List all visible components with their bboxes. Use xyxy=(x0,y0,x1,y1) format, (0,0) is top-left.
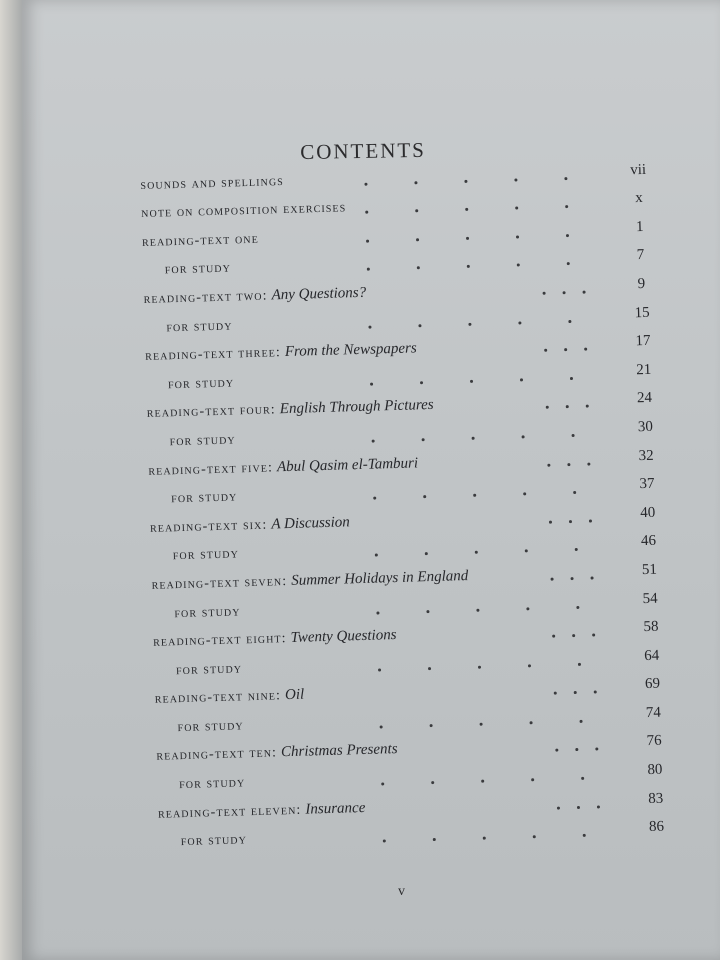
leader-dots xyxy=(546,748,606,753)
entry-page-number: x xyxy=(635,190,643,207)
leader-dots xyxy=(354,662,604,672)
leader-dot xyxy=(365,211,368,214)
entry-text xyxy=(155,687,305,708)
entry-page-number: 64 xyxy=(644,647,660,664)
entry-page-number: 58 xyxy=(643,618,659,636)
leader-dot xyxy=(420,381,423,384)
entry-label: for study xyxy=(164,260,232,278)
leader-dot xyxy=(565,205,568,208)
leader-dot xyxy=(556,806,559,809)
leader-dot xyxy=(515,235,518,238)
leader-dot xyxy=(364,182,367,185)
entry-label: sounds and spellings xyxy=(140,173,285,193)
leader-dot xyxy=(571,434,574,437)
leader-dot xyxy=(373,497,376,500)
entry-page-number: 46 xyxy=(640,533,657,550)
leader-dots xyxy=(357,776,607,786)
leader-dot xyxy=(474,551,477,554)
entry-page-number: 32 xyxy=(638,447,654,464)
leader-dot xyxy=(468,322,471,325)
leader-dot xyxy=(515,207,518,210)
leader-dot xyxy=(531,778,534,781)
leader-dot xyxy=(565,405,568,408)
entry-label: reading-text eight: xyxy=(152,631,287,650)
leader-dot xyxy=(548,520,551,523)
leader-dot xyxy=(553,692,556,695)
leader-dot xyxy=(576,806,579,809)
entry-page-number: 40 xyxy=(640,504,656,521)
entry-page-number: 37 xyxy=(639,475,655,493)
entry-text xyxy=(168,375,235,393)
page-folio: v xyxy=(398,884,405,899)
leader-dot xyxy=(523,492,526,495)
entry-title: A Discussion xyxy=(271,514,351,533)
entry-title: Insurance xyxy=(305,799,366,818)
leader-dots xyxy=(543,633,603,638)
entry-page-number: 74 xyxy=(645,704,662,721)
entry-text xyxy=(147,397,434,422)
leader-dot xyxy=(479,723,482,726)
leader-dot xyxy=(370,382,373,385)
leader-dot xyxy=(529,721,532,724)
leader-dot xyxy=(431,781,434,784)
contents-heading: CONTENTS xyxy=(300,137,427,164)
leader-dot xyxy=(568,520,571,523)
contents-list xyxy=(140,155,679,856)
leader-dot xyxy=(378,668,381,671)
entry-page-number: 83 xyxy=(648,790,664,807)
entry-label: reading-text four: xyxy=(146,402,277,422)
leader-dot xyxy=(572,634,575,637)
leader-dot xyxy=(421,438,424,441)
entry-label: for study xyxy=(180,832,248,850)
leader-dot xyxy=(550,578,553,581)
leader-dot xyxy=(426,610,429,613)
entry-page-number: vii xyxy=(630,161,647,178)
leader-dot xyxy=(366,268,369,271)
entry-text xyxy=(165,261,232,279)
leader-dots xyxy=(346,376,596,386)
leader-dots xyxy=(348,433,598,443)
leader-dot xyxy=(566,262,569,265)
leader-dots xyxy=(352,605,602,615)
entry-text xyxy=(151,568,468,594)
entry-text xyxy=(140,174,284,194)
leader-dot xyxy=(574,548,577,551)
leader-dot xyxy=(585,405,588,408)
leader-dot xyxy=(573,691,576,694)
leader-dots xyxy=(540,519,600,524)
leader-dot xyxy=(552,635,555,638)
entry-label: for study xyxy=(174,603,241,621)
entry-page-number: 80 xyxy=(647,761,663,779)
leader-dots xyxy=(537,405,597,410)
entry-title: Oil xyxy=(284,686,305,704)
leader-dot xyxy=(593,691,596,694)
leader-dot xyxy=(545,406,548,409)
leader-dot xyxy=(570,577,573,580)
entry-label: for study xyxy=(170,489,238,507)
leader-dot xyxy=(416,238,419,241)
leader-dot xyxy=(427,667,430,670)
leader-dot xyxy=(555,749,558,752)
entry-text xyxy=(166,318,233,336)
leader-dot xyxy=(366,239,369,242)
leader-dot xyxy=(414,181,417,184)
leader-dots xyxy=(535,348,595,353)
leader-dot xyxy=(465,237,468,240)
leader-dot xyxy=(584,348,587,351)
leader-dots xyxy=(349,490,599,500)
entry-text xyxy=(181,833,248,851)
leader-dot xyxy=(423,495,426,498)
leader-dot xyxy=(524,550,527,553)
leader-dot xyxy=(595,748,598,751)
entry-label: for study xyxy=(167,375,235,393)
entry-label: reading-text nine: xyxy=(154,688,282,708)
entry-text xyxy=(158,800,366,823)
entry-page-number: 69 xyxy=(644,675,661,693)
leader-dot xyxy=(596,805,599,808)
leader-dots xyxy=(356,719,606,729)
entry-label: for study xyxy=(169,432,236,450)
leader-dot xyxy=(526,607,529,610)
entry-label: reading-text five: xyxy=(148,459,274,479)
leader-dot xyxy=(581,777,584,780)
entry-page-number: 30 xyxy=(637,418,654,436)
leader-dot xyxy=(519,378,522,381)
leader-dots xyxy=(545,691,605,696)
leader-dot xyxy=(516,264,519,267)
leader-dot xyxy=(416,267,419,270)
entry-title: Twenty Questions xyxy=(290,627,397,647)
leader-dot xyxy=(469,380,472,383)
entry-page-number: 24 xyxy=(636,390,653,407)
entry-page-number: 15 xyxy=(634,304,650,321)
leader-dots xyxy=(343,262,593,272)
leader-dot xyxy=(432,838,435,841)
leader-dot xyxy=(471,437,474,440)
leader-dot xyxy=(532,835,535,838)
leader-dot xyxy=(466,265,469,268)
leader-dot xyxy=(582,834,585,837)
entry-text xyxy=(143,285,366,308)
leader-dot xyxy=(379,725,382,728)
leader-dots xyxy=(542,576,602,581)
page-edge xyxy=(0,0,22,960)
entry-text xyxy=(174,604,241,622)
entry-page-number: 9 xyxy=(637,275,646,293)
leader-dots xyxy=(351,548,601,558)
leader-dot xyxy=(477,665,480,668)
entry-page-number: 21 xyxy=(636,361,652,378)
leader-dot xyxy=(576,605,579,608)
leader-dot xyxy=(424,552,427,555)
leader-dot xyxy=(382,840,385,843)
leader-dot xyxy=(518,321,521,324)
entry-page-number: 1 xyxy=(635,218,644,235)
leader-dot xyxy=(544,349,547,352)
entry-title: Abul Qasim el-Tamburi xyxy=(276,454,419,475)
entry-page-number: 86 xyxy=(648,818,665,836)
entry-label: reading-text seven: xyxy=(151,573,288,593)
leader-dot xyxy=(527,664,530,667)
entry-text xyxy=(150,514,350,537)
leader-dot xyxy=(374,554,377,557)
leader-dot xyxy=(575,748,578,751)
entry-text xyxy=(141,200,347,222)
entry-page-number: 54 xyxy=(642,590,658,607)
leader-dot xyxy=(473,494,476,497)
leader-dot xyxy=(573,491,576,494)
leader-dot xyxy=(590,576,593,579)
leader-dot xyxy=(565,234,568,237)
leader-dot xyxy=(547,463,550,466)
entry-title: Any Questions? xyxy=(271,284,367,304)
entry-label: for study xyxy=(177,718,244,736)
entry-text xyxy=(156,742,398,766)
leader-dot xyxy=(587,462,590,465)
leader-dot xyxy=(564,177,567,180)
entry-label: reading-text ten: xyxy=(156,745,278,765)
entry-label: note on composition exercises xyxy=(141,200,347,222)
entry-label: for study xyxy=(178,775,246,793)
entry-title: English Through Pictures xyxy=(279,397,434,418)
leader-dots xyxy=(359,833,609,843)
leader-dot xyxy=(577,663,580,666)
leader-dot xyxy=(582,291,585,294)
entry-label: reading-text eleven: xyxy=(157,802,302,822)
entry-text xyxy=(176,661,243,679)
leader-dot xyxy=(514,178,517,181)
leader-dot xyxy=(567,463,570,466)
entry-label: for study xyxy=(175,661,243,678)
leader-dot xyxy=(542,292,545,295)
entry-title: Christmas Presents xyxy=(280,741,398,761)
entry-label: reading-text six: xyxy=(149,517,268,536)
entry-label: for study xyxy=(166,318,233,335)
entry-text xyxy=(177,718,244,736)
leader-dots xyxy=(548,805,608,810)
entry-text xyxy=(173,547,240,565)
entry-label: reading-text one xyxy=(141,231,260,250)
entry-text xyxy=(148,455,418,480)
leader-dots xyxy=(342,233,592,243)
entry-text xyxy=(169,432,236,450)
leader-dot xyxy=(371,440,374,443)
leader-dot xyxy=(368,325,371,328)
leader-dot xyxy=(569,377,572,380)
leader-dot xyxy=(579,720,582,723)
leader-dot xyxy=(564,348,567,351)
entry-label: for study xyxy=(172,546,240,564)
leader-dot xyxy=(521,435,524,438)
leader-dot xyxy=(376,611,379,614)
entry-text xyxy=(142,231,259,250)
leader-dot xyxy=(568,320,571,323)
leader-dots xyxy=(534,290,594,295)
entry-text xyxy=(153,627,397,651)
leader-dots xyxy=(340,176,590,186)
leader-dots xyxy=(344,319,594,329)
leader-dot xyxy=(464,179,467,182)
entry-label: reading-text three: xyxy=(145,345,282,365)
leader-dot xyxy=(476,608,479,611)
leader-dots xyxy=(341,205,591,215)
leader-dots xyxy=(538,462,598,467)
entry-title: From the Newspapers xyxy=(284,340,417,361)
entry-label: reading-text two: xyxy=(143,288,268,307)
leader-dot xyxy=(429,724,432,727)
leader-dot xyxy=(482,837,485,840)
entry-title: Summer Holidays in England xyxy=(291,567,469,589)
entry-text xyxy=(171,490,238,508)
leader-dot xyxy=(588,519,591,522)
entry-page-number: 7 xyxy=(636,247,645,264)
leader-dot xyxy=(592,634,595,637)
leader-dot xyxy=(481,780,484,783)
entry-text xyxy=(145,341,417,366)
leader-dot xyxy=(418,324,421,327)
leader-dot xyxy=(415,209,418,212)
entry-text xyxy=(179,775,246,793)
leader-dot xyxy=(465,208,468,211)
leader-dot xyxy=(381,782,384,785)
entry-page-number: 76 xyxy=(646,733,662,750)
entry-page-number: 17 xyxy=(635,332,651,350)
leader-dot xyxy=(562,291,565,294)
entry-page-number: 51 xyxy=(641,561,658,579)
